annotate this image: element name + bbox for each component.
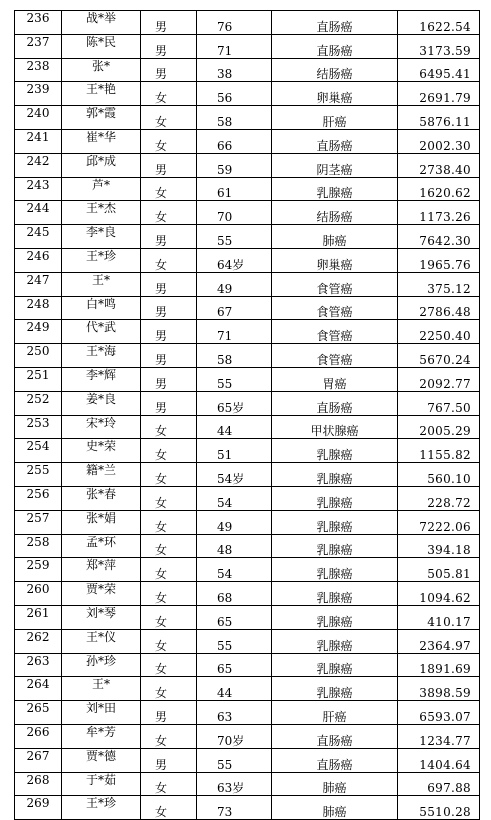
sex-cell: 女 xyxy=(141,796,197,820)
diagnosis-cell: 乳腺癌 xyxy=(272,653,398,677)
row-number-cell: 256 xyxy=(15,486,62,510)
patient-name-cell: 宋*玲 xyxy=(62,415,141,439)
table-row xyxy=(15,344,480,368)
patient-name-cell: 于*茹 xyxy=(62,772,141,796)
sex-cell: 女 xyxy=(141,106,197,130)
table-row xyxy=(15,296,480,320)
row-number-cell: 244 xyxy=(15,201,62,225)
patient-name-cell: 战*举 xyxy=(62,11,141,35)
row-number-cell: 245 xyxy=(15,225,62,249)
age-cell: 63岁 xyxy=(197,772,272,796)
age-cell: 55 xyxy=(197,367,272,391)
age-cell: 38 xyxy=(197,58,272,82)
age-cell: 76 xyxy=(197,11,272,35)
sex-cell: 女 xyxy=(141,724,197,748)
sex-cell: 男 xyxy=(141,367,197,391)
table-row xyxy=(15,34,480,58)
sex-cell: 男 xyxy=(141,272,197,296)
age-cell: 55 xyxy=(197,629,272,653)
row-number-cell: 268 xyxy=(15,772,62,796)
table-row xyxy=(15,629,480,653)
amount-cell: 1094.62 xyxy=(398,582,480,606)
diagnosis-cell: 肝癌 xyxy=(272,106,398,130)
table-row xyxy=(15,582,480,606)
row-number-cell: 255 xyxy=(15,463,62,487)
diagnosis-cell: 乳腺癌 xyxy=(272,605,398,629)
amount-cell: 2092.77 xyxy=(398,367,480,391)
table-row xyxy=(15,510,480,534)
table-row xyxy=(15,653,480,677)
row-number-cell: 257 xyxy=(15,510,62,534)
age-cell: 67 xyxy=(197,296,272,320)
table-row xyxy=(15,701,480,725)
amount-cell: 1173.26 xyxy=(398,201,480,225)
patient-name-cell: 王*珍 xyxy=(62,248,141,272)
table-row xyxy=(15,558,480,582)
sex-cell: 男 xyxy=(141,153,197,177)
table-row xyxy=(15,534,480,558)
patient-name-cell: 史*荣 xyxy=(62,439,141,463)
table-row xyxy=(15,677,480,701)
row-number-cell: 246 xyxy=(15,248,62,272)
sex-cell: 女 xyxy=(141,177,197,201)
table-row xyxy=(15,605,480,629)
diagnosis-cell: 肝癌 xyxy=(272,701,398,725)
amount-cell: 7222.06 xyxy=(398,510,480,534)
diagnosis-cell: 直肠癌 xyxy=(272,11,398,35)
age-cell: 54 xyxy=(197,558,272,582)
patient-name-cell: 王* xyxy=(62,272,141,296)
patient-name-cell: 王*珍 xyxy=(62,796,141,820)
row-number-cell: 265 xyxy=(15,701,62,725)
sex-cell: 女 xyxy=(141,510,197,534)
amount-cell: 7642.30 xyxy=(398,225,480,249)
amount-cell: 228.72 xyxy=(398,486,480,510)
patient-name-cell: 李*辉 xyxy=(62,367,141,391)
row-number-cell: 260 xyxy=(15,582,62,606)
row-number-cell: 259 xyxy=(15,558,62,582)
age-cell: 58 xyxy=(197,106,272,130)
amount-cell: 2002.30 xyxy=(398,129,480,153)
patient-name-cell: 郑*萍 xyxy=(62,558,141,582)
age-cell: 64岁 xyxy=(197,248,272,272)
patient-name-cell: 代*武 xyxy=(62,320,141,344)
diagnosis-cell: 乳腺癌 xyxy=(272,629,398,653)
table-row xyxy=(15,796,480,820)
age-cell: 71 xyxy=(197,320,272,344)
sex-cell: 女 xyxy=(141,558,197,582)
age-cell: 65 xyxy=(197,653,272,677)
row-number-cell: 251 xyxy=(15,367,62,391)
patient-name-cell: 李*良 xyxy=(62,225,141,249)
sex-cell: 男 xyxy=(141,701,197,725)
row-number-cell: 241 xyxy=(15,129,62,153)
table-row xyxy=(15,106,480,130)
table-row xyxy=(15,177,480,201)
diagnosis-cell: 食管癌 xyxy=(272,296,398,320)
row-number-cell: 267 xyxy=(15,748,62,772)
diagnosis-cell: 结肠癌 xyxy=(272,201,398,225)
sex-cell: 女 xyxy=(141,463,197,487)
age-cell: 44 xyxy=(197,677,272,701)
patient-name-cell: 崔*华 xyxy=(62,129,141,153)
patient-name-cell: 贾*德 xyxy=(62,748,141,772)
amount-cell: 5876.11 xyxy=(398,106,480,130)
table-row xyxy=(15,58,480,82)
patient-name-cell: 芦* xyxy=(62,177,141,201)
patient-table xyxy=(14,10,480,820)
age-cell: 65岁 xyxy=(197,391,272,415)
patient-name-cell: 王*仪 xyxy=(62,629,141,653)
patient-name-cell: 孙*珍 xyxy=(62,653,141,677)
document-page xyxy=(14,10,480,820)
patient-name-cell: 王* xyxy=(62,677,141,701)
diagnosis-cell: 直肠癌 xyxy=(272,748,398,772)
diagnosis-cell: 食管癌 xyxy=(272,344,398,368)
age-cell: 55 xyxy=(197,225,272,249)
diagnosis-cell: 乳腺癌 xyxy=(272,677,398,701)
row-number-cell: 249 xyxy=(15,320,62,344)
amount-cell: 6495.41 xyxy=(398,58,480,82)
table-row xyxy=(15,486,480,510)
table-row xyxy=(15,367,480,391)
table-row xyxy=(15,272,480,296)
diagnosis-cell: 乳腺癌 xyxy=(272,486,398,510)
diagnosis-cell: 食管癌 xyxy=(272,272,398,296)
patient-name-cell: 王*杰 xyxy=(62,201,141,225)
diagnosis-cell: 肺癌 xyxy=(272,796,398,820)
age-cell: 61 xyxy=(197,177,272,201)
patient-name-cell: 陈*民 xyxy=(62,34,141,58)
sex-cell: 女 xyxy=(141,677,197,701)
sex-cell: 女 xyxy=(141,439,197,463)
patient-name-cell: 王*海 xyxy=(62,344,141,368)
sex-cell: 女 xyxy=(141,772,197,796)
age-cell: 68 xyxy=(197,582,272,606)
amount-cell: 410.17 xyxy=(398,605,480,629)
table-row xyxy=(15,320,480,344)
sex-cell: 男 xyxy=(141,296,197,320)
patient-name-cell: 刘*田 xyxy=(62,701,141,725)
age-cell: 54 xyxy=(197,486,272,510)
patient-name-cell: 姜*良 xyxy=(62,391,141,415)
sex-cell: 女 xyxy=(141,248,197,272)
diagnosis-cell: 甲状腺癌 xyxy=(272,415,398,439)
amount-cell: 2005.29 xyxy=(398,415,480,439)
table-row xyxy=(15,415,480,439)
table-row xyxy=(15,772,480,796)
patient-name-cell: 张*娟 xyxy=(62,510,141,534)
row-number-cell: 262 xyxy=(15,629,62,653)
table-row xyxy=(15,748,480,772)
patient-name-cell: 白*鸣 xyxy=(62,296,141,320)
diagnosis-cell: 肺癌 xyxy=(272,772,398,796)
patient-name-cell: 张* xyxy=(62,58,141,82)
age-cell: 54岁 xyxy=(197,463,272,487)
row-number-cell: 253 xyxy=(15,415,62,439)
table-row xyxy=(15,11,480,35)
amount-cell: 560.10 xyxy=(398,463,480,487)
sex-cell: 女 xyxy=(141,82,197,106)
age-cell: 65 xyxy=(197,605,272,629)
row-number-cell: 248 xyxy=(15,296,62,320)
row-number-cell: 238 xyxy=(15,58,62,82)
table-row xyxy=(15,439,480,463)
diagnosis-cell: 胃癌 xyxy=(272,367,398,391)
age-cell: 70 xyxy=(197,201,272,225)
sex-cell: 女 xyxy=(141,629,197,653)
sex-cell: 女 xyxy=(141,605,197,629)
diagnosis-cell: 直肠癌 xyxy=(272,34,398,58)
diagnosis-cell: 卵巢癌 xyxy=(272,82,398,106)
diagnosis-cell: 乳腺癌 xyxy=(272,534,398,558)
table-row xyxy=(15,82,480,106)
diagnosis-cell: 直肠癌 xyxy=(272,724,398,748)
sex-cell: 女 xyxy=(141,534,197,558)
diagnosis-cell: 直肠癌 xyxy=(272,129,398,153)
age-cell: 44 xyxy=(197,415,272,439)
age-cell: 63 xyxy=(197,701,272,725)
patient-name-cell: 邱*成 xyxy=(62,153,141,177)
row-number-cell: 266 xyxy=(15,724,62,748)
table-row xyxy=(15,248,480,272)
row-number-cell: 263 xyxy=(15,653,62,677)
diagnosis-cell: 卵巢癌 xyxy=(272,248,398,272)
patient-name-cell: 王*艳 xyxy=(62,82,141,106)
amount-cell: 767.50 xyxy=(398,391,480,415)
age-cell: 51 xyxy=(197,439,272,463)
row-number-cell: 239 xyxy=(15,82,62,106)
row-number-cell: 264 xyxy=(15,677,62,701)
amount-cell: 394.18 xyxy=(398,534,480,558)
row-number-cell: 242 xyxy=(15,153,62,177)
row-number-cell: 254 xyxy=(15,439,62,463)
amount-cell: 2364.97 xyxy=(398,629,480,653)
table-row xyxy=(15,129,480,153)
diagnosis-cell: 乳腺癌 xyxy=(272,463,398,487)
row-number-cell: 237 xyxy=(15,34,62,58)
sex-cell: 女 xyxy=(141,653,197,677)
diagnosis-cell: 直肠癌 xyxy=(272,391,398,415)
table-row xyxy=(15,463,480,487)
diagnosis-cell: 阴茎癌 xyxy=(272,153,398,177)
age-cell: 66 xyxy=(197,129,272,153)
amount-cell: 1234.77 xyxy=(398,724,480,748)
age-cell: 70岁 xyxy=(197,724,272,748)
table-body xyxy=(15,11,480,820)
sex-cell: 女 xyxy=(141,582,197,606)
table-row xyxy=(15,724,480,748)
diagnosis-cell: 乳腺癌 xyxy=(272,177,398,201)
age-cell: 56 xyxy=(197,82,272,106)
amount-cell: 375.12 xyxy=(398,272,480,296)
sex-cell: 男 xyxy=(141,58,197,82)
diagnosis-cell: 乳腺癌 xyxy=(272,510,398,534)
row-number-cell: 258 xyxy=(15,534,62,558)
sex-cell: 男 xyxy=(141,225,197,249)
age-cell: 59 xyxy=(197,153,272,177)
diagnosis-cell: 乳腺癌 xyxy=(272,439,398,463)
amount-cell: 697.88 xyxy=(398,772,480,796)
patient-name-cell: 孟*环 xyxy=(62,534,141,558)
sex-cell: 男 xyxy=(141,748,197,772)
table-row xyxy=(15,391,480,415)
amount-cell: 1891.69 xyxy=(398,653,480,677)
table-row xyxy=(15,153,480,177)
amount-cell: 5510.28 xyxy=(398,796,480,820)
amount-cell: 2250.40 xyxy=(398,320,480,344)
patient-name-cell: 张*春 xyxy=(62,486,141,510)
row-number-cell: 252 xyxy=(15,391,62,415)
sex-cell: 女 xyxy=(141,129,197,153)
amount-cell: 2786.48 xyxy=(398,296,480,320)
sex-cell: 男 xyxy=(141,11,197,35)
amount-cell: 1620.62 xyxy=(398,177,480,201)
diagnosis-cell: 结肠癌 xyxy=(272,58,398,82)
age-cell: 58 xyxy=(197,344,272,368)
sex-cell: 男 xyxy=(141,391,197,415)
amount-cell: 1622.54 xyxy=(398,11,480,35)
amount-cell: 2738.40 xyxy=(398,153,480,177)
amount-cell: 1404.64 xyxy=(398,748,480,772)
amount-cell: 3898.59 xyxy=(398,677,480,701)
row-number-cell: 247 xyxy=(15,272,62,296)
table-row xyxy=(15,225,480,249)
age-cell: 55 xyxy=(197,748,272,772)
sex-cell: 女 xyxy=(141,201,197,225)
amount-cell: 2691.79 xyxy=(398,82,480,106)
patient-name-cell: 贾*荣 xyxy=(62,582,141,606)
amount-cell: 3173.59 xyxy=(398,34,480,58)
row-number-cell: 250 xyxy=(15,344,62,368)
age-cell: 48 xyxy=(197,534,272,558)
sex-cell: 女 xyxy=(141,415,197,439)
patient-name-cell: 籍*兰 xyxy=(62,463,141,487)
diagnosis-cell: 乳腺癌 xyxy=(272,558,398,582)
amount-cell: 6593.07 xyxy=(398,701,480,725)
row-number-cell: 269 xyxy=(15,796,62,820)
age-cell: 73 xyxy=(197,796,272,820)
row-number-cell: 240 xyxy=(15,106,62,130)
age-cell: 49 xyxy=(197,510,272,534)
amount-cell: 1965.76 xyxy=(398,248,480,272)
patient-name-cell: 牟*芳 xyxy=(62,724,141,748)
amount-cell: 505.81 xyxy=(398,558,480,582)
age-cell: 71 xyxy=(197,34,272,58)
sex-cell: 女 xyxy=(141,486,197,510)
diagnosis-cell: 乳腺癌 xyxy=(272,582,398,606)
table-row xyxy=(15,201,480,225)
patient-name-cell: 刘*琴 xyxy=(62,605,141,629)
row-number-cell: 261 xyxy=(15,605,62,629)
row-number-cell: 243 xyxy=(15,177,62,201)
age-cell: 49 xyxy=(197,272,272,296)
row-number-cell: 236 xyxy=(15,11,62,35)
sex-cell: 男 xyxy=(141,34,197,58)
amount-cell: 5670.24 xyxy=(398,344,480,368)
patient-name-cell: 郭*霞 xyxy=(62,106,141,130)
sex-cell: 男 xyxy=(141,320,197,344)
amount-cell: 1155.82 xyxy=(398,439,480,463)
diagnosis-cell: 肺癌 xyxy=(272,225,398,249)
diagnosis-cell: 食管癌 xyxy=(272,320,398,344)
sex-cell: 男 xyxy=(141,344,197,368)
